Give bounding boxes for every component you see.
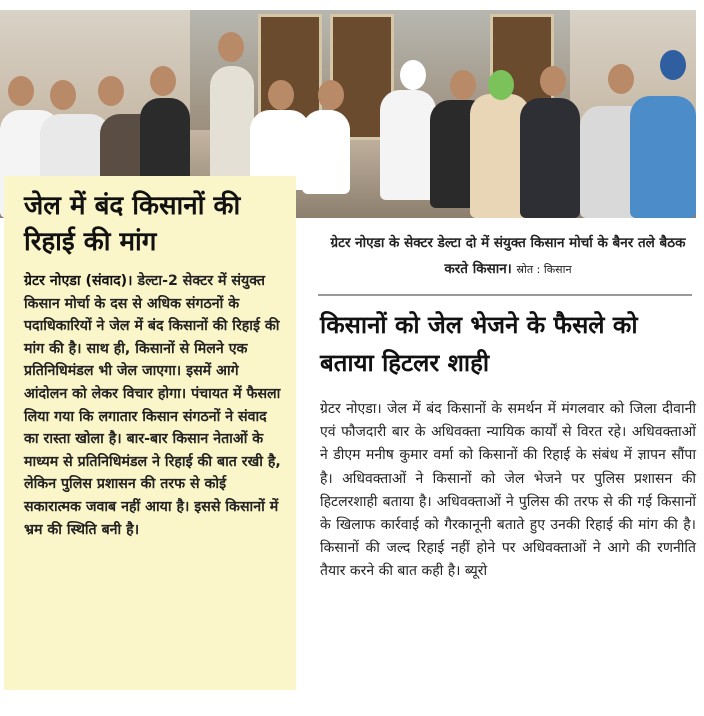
photo-caption <box>318 230 698 283</box>
photo-head <box>660 50 686 80</box>
photo-head <box>318 80 344 110</box>
left-article-body <box>24 270 286 541</box>
photo-head <box>50 80 76 110</box>
divider <box>318 294 692 296</box>
photo-head <box>608 64 634 94</box>
caption-text: ग्रेटर नोएडा के सेक्टर डेल्टा दो में संयुक्त किसान मोर्चा के बैनर तले बैठक करते किसान। <box>330 235 686 277</box>
caption-source: स्रोत : किसान <box>516 263 572 276</box>
photo-person <box>630 96 696 218</box>
left-body-text: डेल्टा-2 सेक्टर में संयुक्त किसान मोर्चा के दस से अधिक संगठनों के पदाधिकारियों ने जेल में बंद किसानों की रिहाई की मांग की है। साथ ही, किसानों से मिलने एक प्रतिनिधिमंडल भी जेल जाएगा। इसमें आगे आंदोलन को लेकर विचार होगा। पंचायत में फैसला लिया गया कि लगातार किसान संगठनों ने संवाद का रास्ता खोला है। बार-बार किसान नेताओं के माध्यम से प्रतिनिधिमंडल ने रिहाई की बात रखी है, लेकिन पुलिस प्रशासन की तरफ से कोई सकारात्मक जवाब नहीं आया है। इससे किसानों में भ्रम की स्थिति बनी है। <box>24 273 281 538</box>
photo-head <box>450 70 476 100</box>
right-headline: किसानों को जेल भेजने के फैसले को बताया हिटलर शाही <box>320 311 638 377</box>
left-article <box>4 176 296 690</box>
photo-head <box>488 70 514 100</box>
photo-head <box>218 32 244 62</box>
photo-head <box>8 76 34 106</box>
right-article-body: ग्रेटर नोएडा। जेल में बंद किसानों के समर्थन में मंगलवार को जिला दीवानी एवं फौजदारी बार के अधिवक्ता न्यायिक कार्यों से विरत रहे। अधिवक्ताओं ने डीएम मनीष कुमार वर्मा को किसानों की रिहाई के संबंध में ज्ञापन सौंपा है। अधिवक्ताओं ने किसानों को जेल भेजने पर पुलिस प्रशासन की हिटलरशाही बताया है। अधिवक्ताओं ने पुलिस की तरफ से की गई किसानों के खिलाफ कार्रवाई को गैरकानूनी बताते हुए उनकी रिहाई की मांग की है। किसानों की जल्द रिहाई नहीं होने पर अधिवक्ताओं ने आगे की रणनीति तैयार करने की बात कही है। ब्यूरो <box>320 401 696 580</box>
photo-person <box>302 110 350 194</box>
photo-person <box>380 90 436 200</box>
photo-head <box>540 66 566 96</box>
photo-head <box>268 80 294 110</box>
photo-head <box>400 60 426 90</box>
photo-person <box>520 98 580 218</box>
photo-head <box>98 76 124 106</box>
left-dateline: ग्रेटर नोएडा (संवाद)। <box>24 273 133 289</box>
left-headline: जेल में बंद किसानों की रिहाई की मांग <box>24 191 241 257</box>
photo-head <box>150 66 176 96</box>
